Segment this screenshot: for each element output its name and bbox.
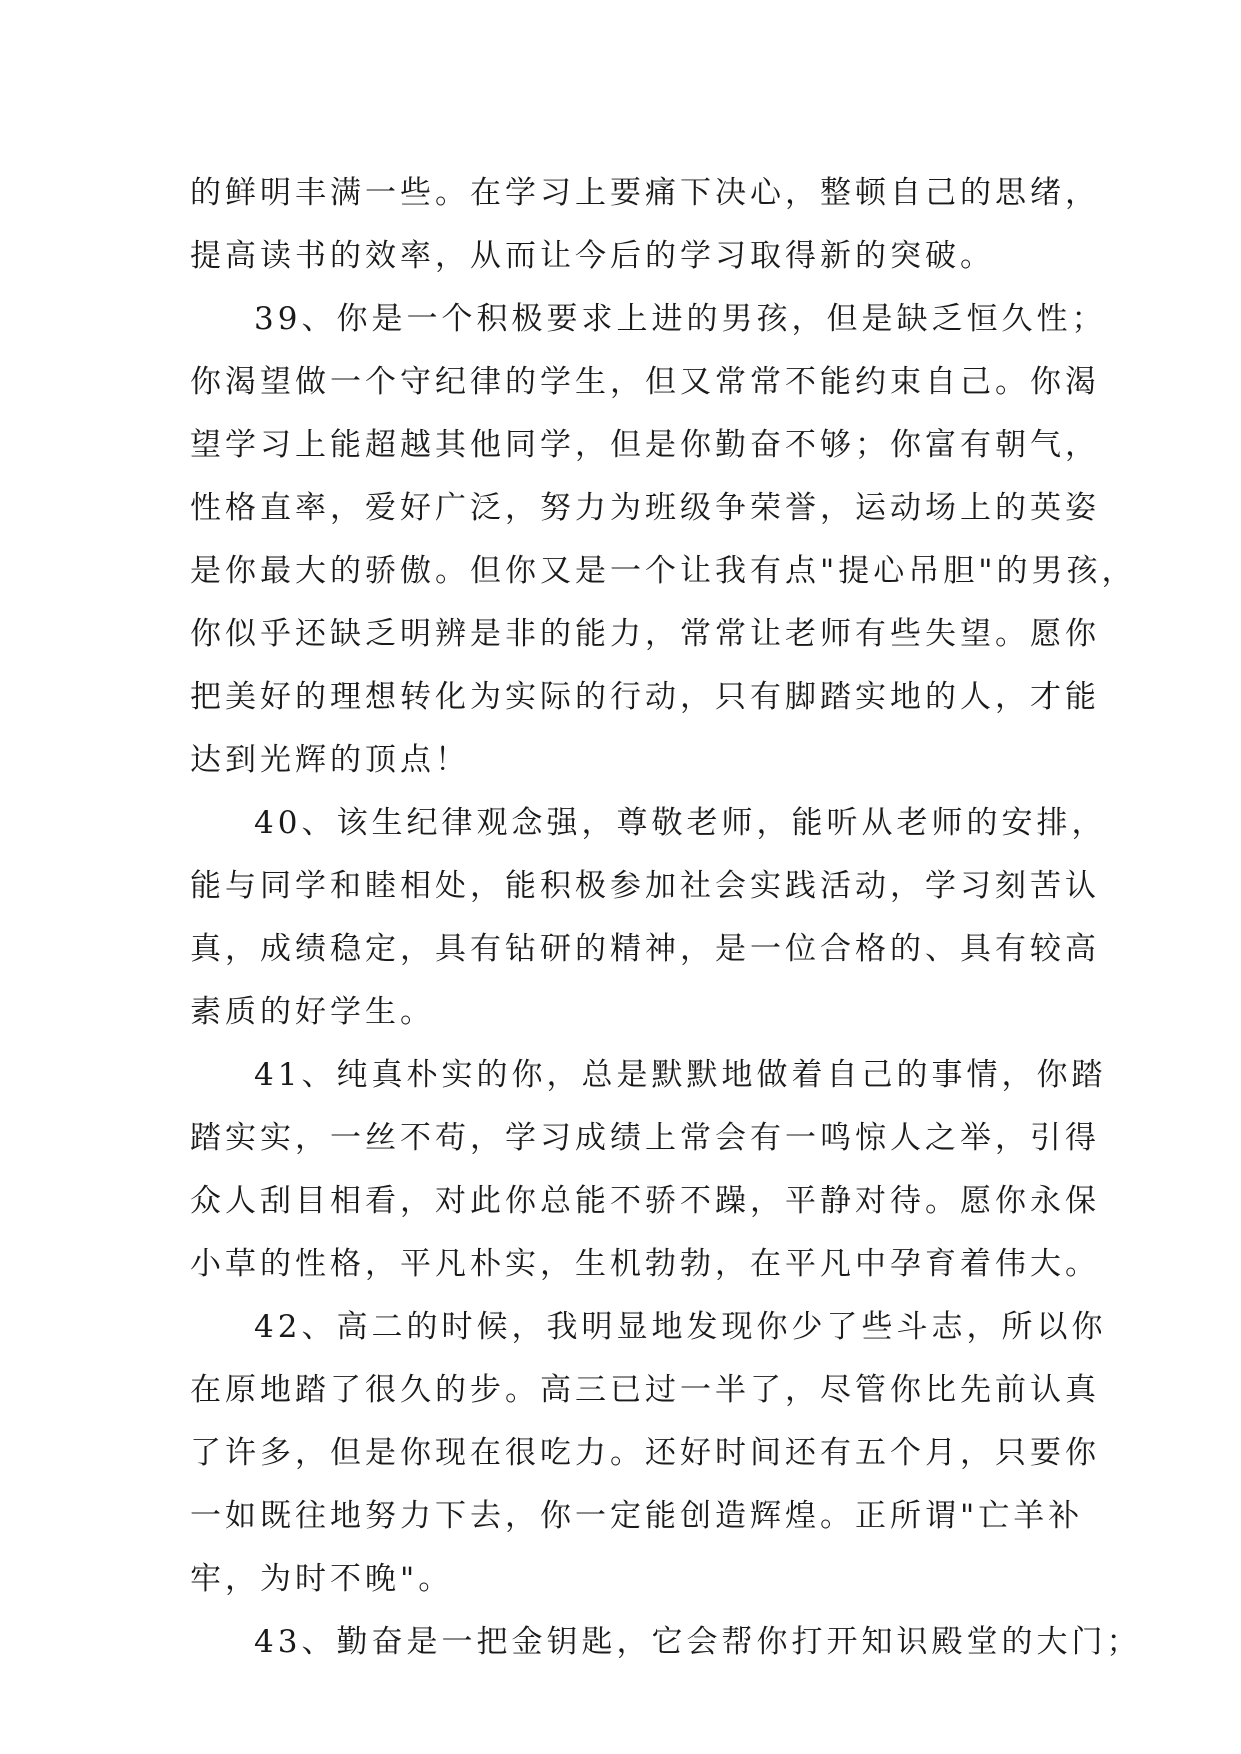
paragraph-41-start: 41、纯真朴实的你，总是默默地做着自己的事情，你踏 <box>254 1057 1107 1093</box>
text-line: 了许多，但是你现在很吃力。还好时间还有五个月，只要你 <box>190 1435 1100 1471</box>
paragraph-39-start: 39、你是一个积极要求上进的男孩，但是缺乏恒久性； <box>254 301 1107 337</box>
paragraph-43-start: 43、勤奋是一把金钥匙，它会帮你打开知识殿堂的大门； <box>254 1624 1142 1660</box>
text-line: 小草的性格，平凡朴实，生机勃勃，在平凡中孕育着伟大。 <box>190 1246 1100 1282</box>
text-line: 望学习上能超越其他同学，但是你勤奋不够；你富有朝气， <box>190 427 1100 463</box>
document-body <box>190 162 1142 1674</box>
text-line: 达到光辉的顶点！ <box>190 742 470 778</box>
text-line: 的鲜明丰满一些。在学习上要痛下决心，整顿自己的思绪， <box>190 175 1100 211</box>
text-line: 是你最大的骄傲。但你又是一个让我有点"提心吊胆"的男孩， <box>190 553 1137 589</box>
text-line: 你渴望做一个守纪律的学生，但又常常不能约束自己。你渴 <box>190 364 1100 400</box>
text-line: 真，成绩稳定，具有钻研的精神，是一位合格的、具有较高 <box>190 931 1100 967</box>
text-line: 牢，为时不晚"。 <box>190 1561 454 1597</box>
text-line: 你似乎还缺乏明辨是非的能力，常常让老师有些失望。愿你 <box>190 616 1100 652</box>
text-line: 众人刮目相看，对此你总能不骄不躁，平静对待。愿你永保 <box>190 1183 1100 1219</box>
text-line: 提高读书的效率，从而让今后的学习取得新的突破。 <box>190 238 995 274</box>
text-line: 一如既往地努力下去，你一定能创造辉煌。正所谓"亡羊补 <box>190 1498 1084 1534</box>
paragraph-42-start: 42、高二的时候，我明显地发现你少了些斗志，所以你 <box>254 1309 1107 1345</box>
text-line: 在原地踏了很久的步。高三已过一半了，尽管你比先前认真 <box>190 1372 1100 1408</box>
paragraph-40-start: 40、该生纪律观念强，尊敬老师，能听从老师的安排， <box>254 805 1107 841</box>
text-line: 素质的好学生。 <box>190 994 435 1030</box>
text-line: 性格直率，爱好广泛，努力为班级争荣誉，运动场上的英姿 <box>190 490 1100 526</box>
text-line: 踏实实，一丝不苟，学习成绩上常会有一鸣惊人之举，引得 <box>190 1120 1100 1156</box>
text-line: 能与同学和睦相处，能积极参加社会实践活动，学习刻苦认 <box>190 868 1100 904</box>
text-line: 把美好的理想转化为实际的行动，只有脚踏实地的人，才能 <box>190 679 1100 715</box>
